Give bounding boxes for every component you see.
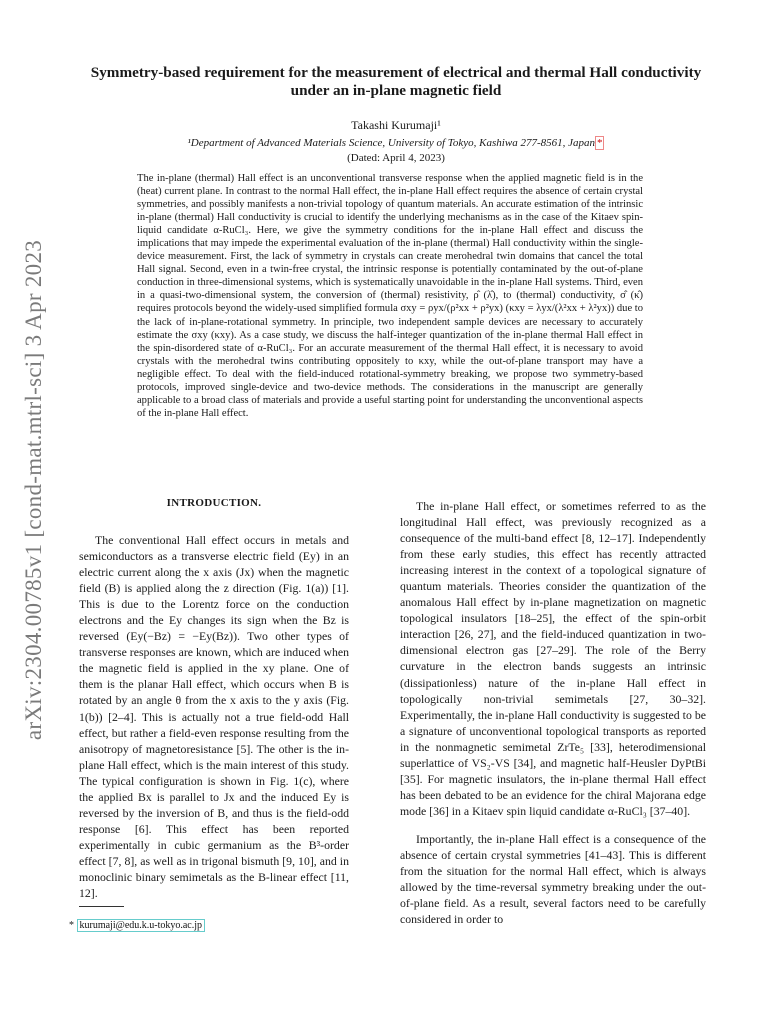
intro-paragraph-3: Importantly, the in-plane Hall effect is a consequence of the absence of certain crystal symmetries [41–43]. This is different from the situation for the normal Hall effect, which is always allowed by the time-reversal symmetry breaking under the out-of-plane field. As a result, several factors need to be carefully considered in order to — [400, 831, 706, 927]
dated-line: (Dated: April 4, 2023) — [347, 152, 445, 164]
author-affiliation — [70, 137, 722, 149]
arxiv-sidebar — [14, 230, 54, 750]
section-heading-introduction: INTRODUCTION. — [166, 497, 262, 509]
left-column — [79, 532, 349, 901]
footnote — [69, 920, 205, 931]
right-column — [400, 498, 706, 927]
footnote-divider — [79, 906, 124, 907]
affiliation-text: ¹Department of Advanced Materials Science, University of Tokyo, Kashiwa 277-8561, Japan — [187, 137, 595, 149]
paper-title: Symmetry-based requirement for the measurement of electrical and thermal Hall conductivity under an in-plane magnetic field — [90, 64, 702, 99]
author-name: Takashi Kurumaji¹ — [351, 118, 441, 132]
footnote-mark: * — [69, 920, 74, 931]
arxiv-identifier[interactable]: arXiv:2304.00785v1 [cond-mat.mtrl-sci] 3 Apr 2023 — [21, 239, 46, 741]
intro-paragraph-1: The conventional Hall effect occurs in metals and semiconductors as a transverse electric field (Ey) in an electric current along the x axis (Jx) when the magnetic field (B) is applied along the z direction (Fig. 1(a)) [1]. This is due to the Lorentz force on the conduction electrons and the Ey changes its sign when the Bz is reversed (Ey(−Bz) = −Ey(Bz)). Two other types of transverse responses are known, which are induced when the magnetic field is applied in the xy plane. One of them is the planar Hall effect, which occurs when B is rotated by an angle θ from the x axis to the y axis (Fig. 1(b)) [2–4]. This is actually not a true field-odd Hall effect, but rather a field-even response resulting from the anisotropy of magnetoresistance [5]. The other is the in-plane Hall effect, which is the main interest of this study. The typical configuration is shown in Fig. 1(c), where the applied Bx is parallel to Jx and the induced Ey is reversed by the inversion of B, and thus is the field-odd response [6]. This effect has been reported experimentally in cubic germanium as the B³-order effect [7, 8], as well as in trigonal bismuth [9, 10], and in monoclinic binary semimetals as the B-linear effect [11, 12]. — [79, 533, 349, 901]
footnote-link[interactable]: * — [596, 137, 603, 149]
author-email-link[interactable]: kurumaji@edu.k.u-tokyo.ac.jp — [77, 919, 206, 932]
intro-paragraph-2: The in-plane Hall effect, or sometimes referred to as the longitudinal Hall effect, was previously recognized as a consequence of the multi-band effect [8, 12–17]. Independently from these early studies, this effect has recently attracted increasing interest in the context of a topological signature of quantum materials. Theories consider the quantization of the anomalous Hall effect by in-plane magnetization on magnetic topological insulators [18–25], the effect of the spin-orbit interaction [26, 27], and the field-induced quantization in two-dimensional electron gas [27–29]. The role of the Berry curvature in the electron bands suggests an intrinsic (dissipationless) nature of the in-plane Hall effect in topologically non-trivial semimetals [27, 30–32]. Experimentally, the in-plane Hall conductivity is suggested to be a signature of unconventional topological transports as reported in the nonmagnetic semimetal ZrTe₅ [33], heterodimensional superlattice of VS₂-VS [34], and magnetic half-Heusler DyPtBi [35]. For magnetic insulators, the in-plane thermal Hall effect has been debated to be an evidence for the chiral Majorana edge mode [36] in a Kitaev spin liquid candidate α-RuCl₃ [37–40]. — [400, 499, 706, 818]
abstract: The in-plane (thermal) Hall effect is an unconventional transverse response when the applied magnetic field is in the (heat) current plane. In contrast to the normal Hall effect, the in-plane Hall effect requires the absence of certain crystal symmetries, and possibly manifests a non-trivial topology of quantum materials. An accurate estimation of the intrinsic in-plane (thermal) Hall conductivity is crucial to identify the underlying mechanisms as in the case of the Kitaev spin-liquid candidate α-RuCl₃. Here, we give the symmetry conditions for the in-plane Hall effect and discuss the implications that may impede the experimental evaluation of the in-plane (thermal) Hall conductivity within the single-device measurement. First, the lack of symmetry in crystals can create merohedral twin domains that cancel the total Hall signal. Second, even in a twin-free crystal, the intrinsic response is potentially contaminated by the out-of-plane conduction in three-dimensional systems, which is systematically unavoidable in the in-plane Hall systems. Third, even in a quasi-two-dimensional system, the conversion of (thermal) resistivity, ρ̂ (λ̂), to (thermal) conductivity, σ̂ (κ̂) requires protocols beyond the widely-used simplified formula σxy = ρyx/(ρ²xx + ρ²yx) (κxy = λyx/(λ²xx + λ²yx)) due to the lack of in-plane-rotational symmetry. In principle, two independent sample devices are necessary to accurately estimate the σxy (κxy). As a case study, we discuss the half-integer quantization of the in-plane thermal Hall effect in the spin-disordered state of α-RuCl₃. For an accurate measurement of the thermal Hall effect, it is necessary to avoid crystals with the merohedral twins contributing oppositely to κxy, while the out-of-plane transport may have a negligible effect. To deal with the field-induced rotational-symmetry breaking, we propose two symmetry-based protocols, improved single-device and two-device methods. The considerations in the manuscript are generally applicable to a broad class of materials and provide a useful starting point for understanding the unconventional aspects of the in-plane Hall effect. — [137, 173, 643, 419]
